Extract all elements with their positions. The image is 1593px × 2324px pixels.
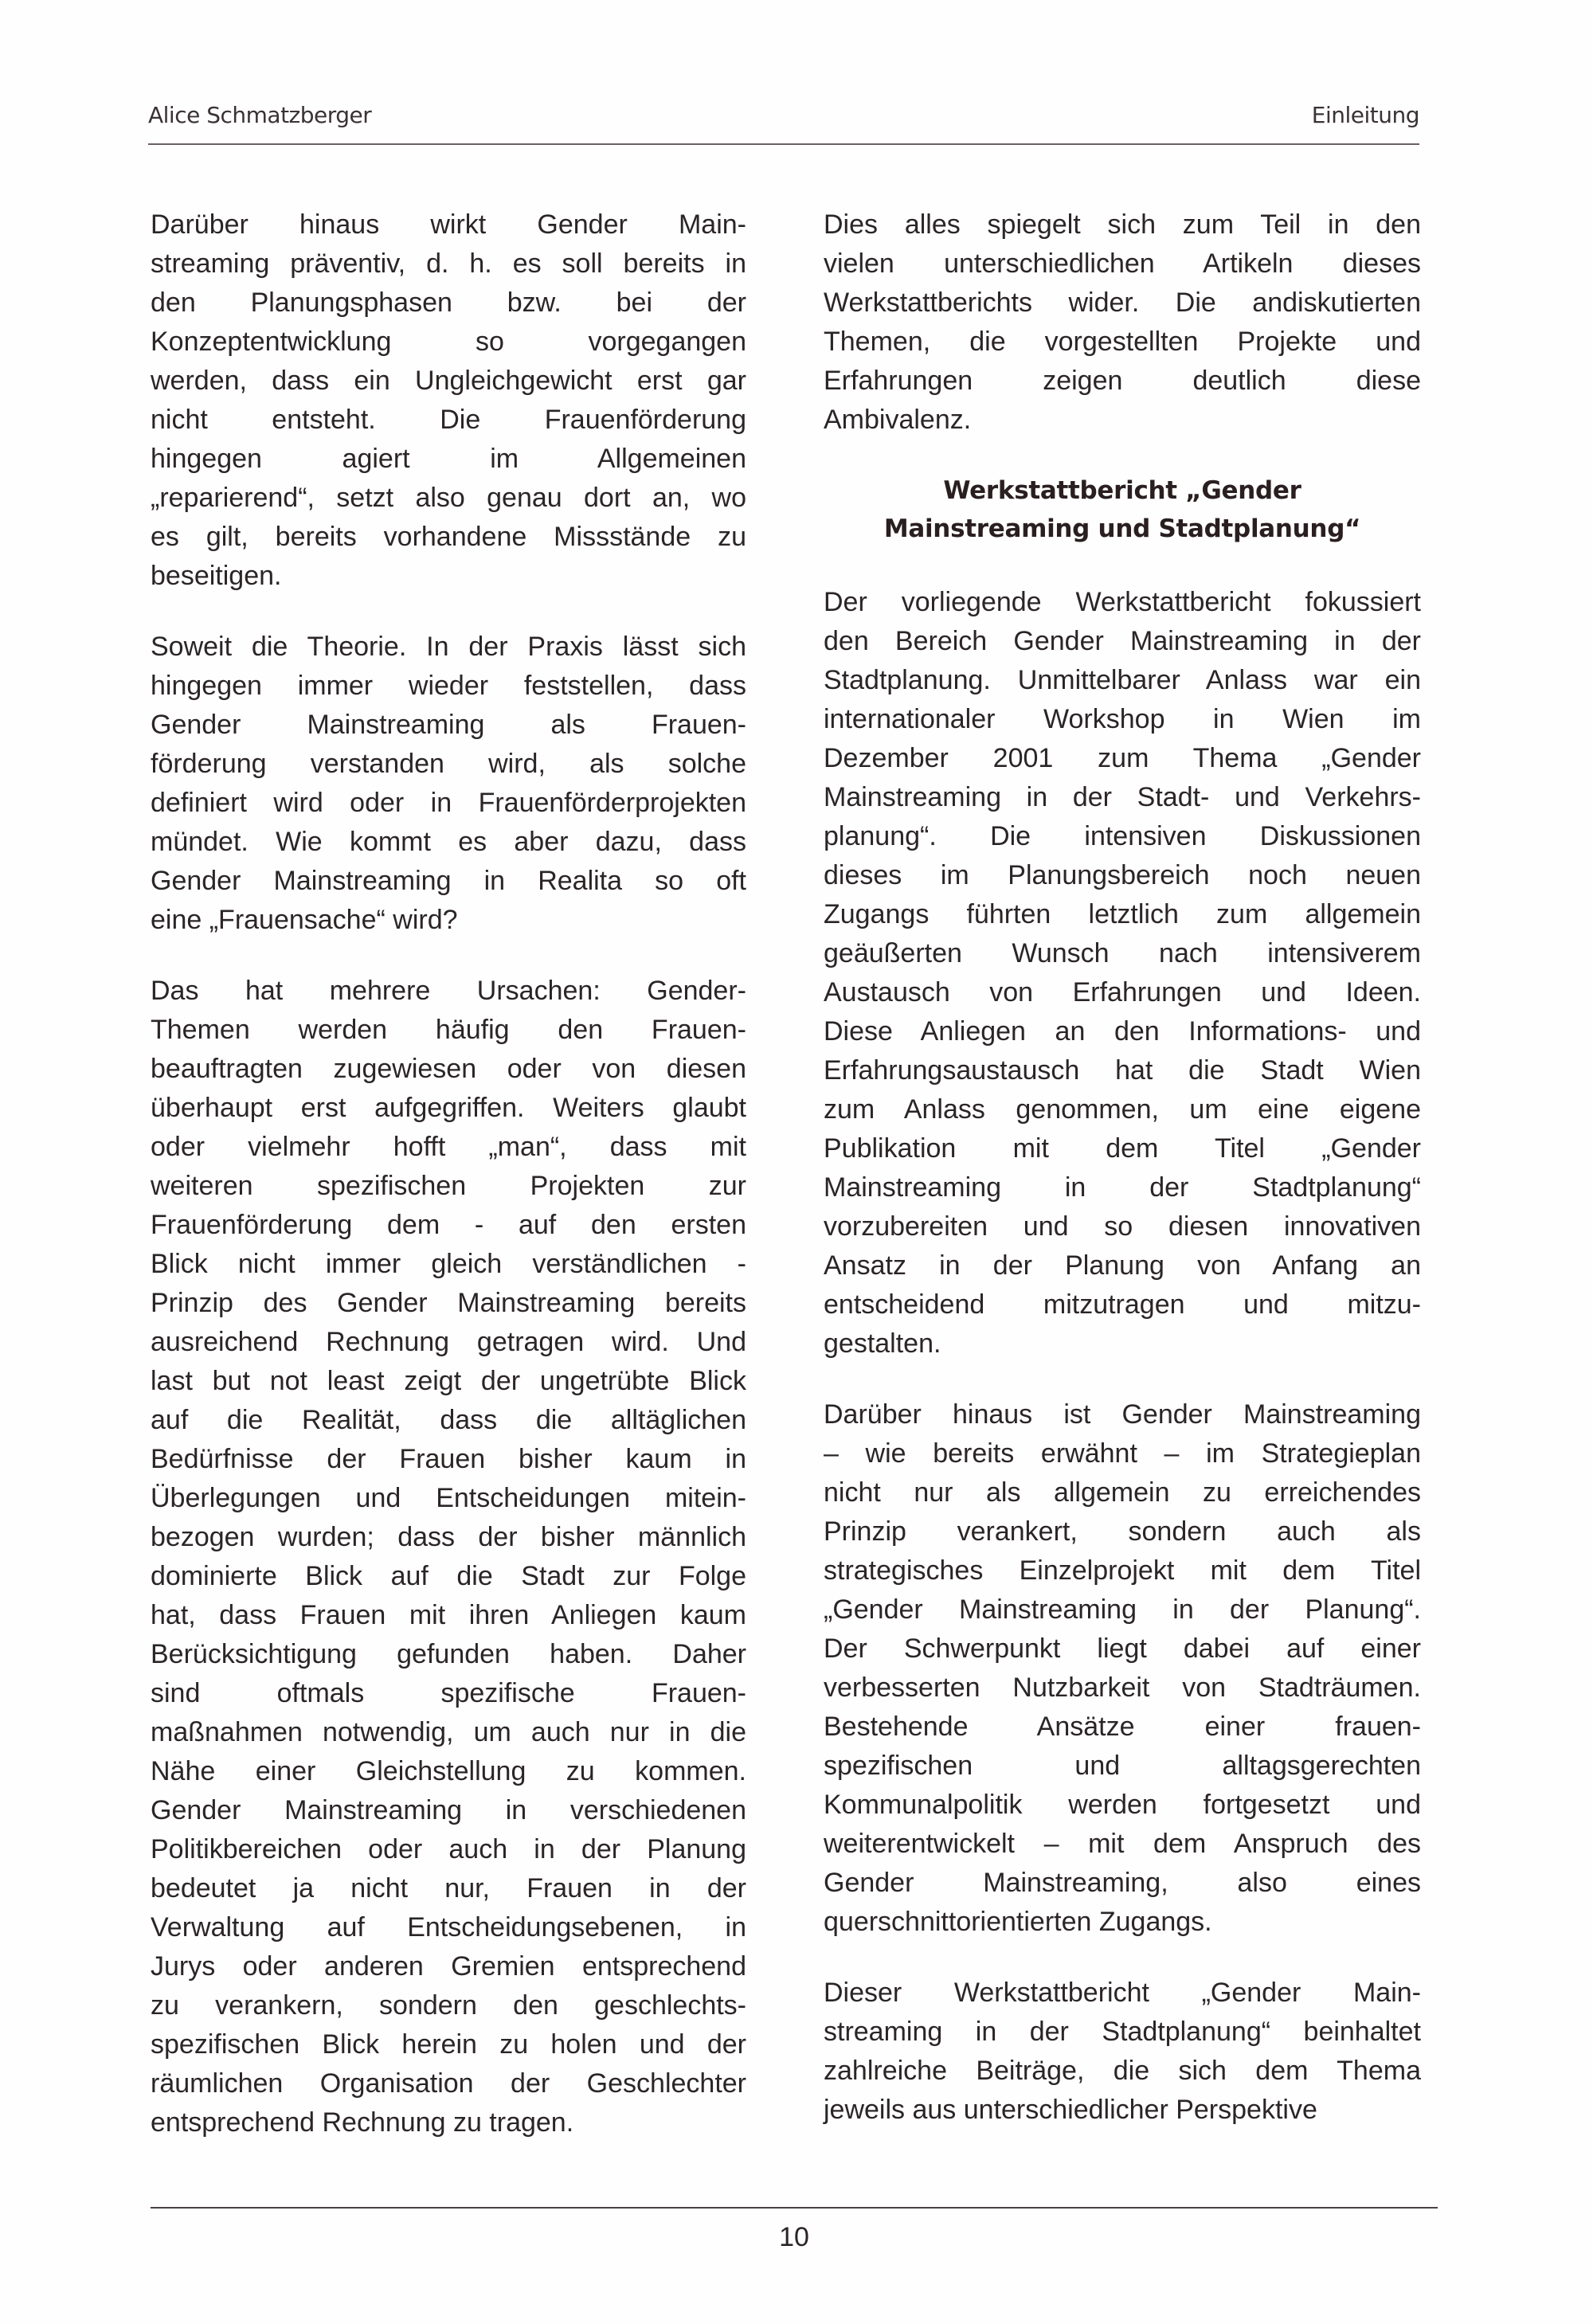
text-line: maßnahmen notwendig, um auch nur in die xyxy=(151,1717,746,1747)
left-column xyxy=(151,205,746,2174)
text-line: sind oftmals spezifische Frauen- xyxy=(151,1678,746,1708)
text-line: beauftragten zugewiesen oder von diesen xyxy=(151,1054,746,1084)
text-line: planung“. Die intensiven Diskussionen xyxy=(824,821,1421,851)
text-line: vorzubereiten und so diesen innovativen xyxy=(824,1211,1421,1242)
header-rule xyxy=(148,143,1419,145)
text-line: Darüber hinaus wirkt Gender Main- xyxy=(151,209,746,240)
text-line: Jurys oder anderen Gremien entsprechend xyxy=(151,1951,746,1982)
text-line: räumlichen Organisation der Geschlechter xyxy=(151,2068,746,2099)
text-line: weiterentwickelt – mit dem Anspruch des xyxy=(824,1829,1421,1859)
text-line: Prinzip des Gender Mainstreaming bereits xyxy=(151,1288,746,1318)
text-line: förderung verstanden wird, als solche xyxy=(151,749,746,779)
text-line: entsprechend Rechnung zu tragen. xyxy=(151,2107,574,2138)
text-line: es gilt, bereits vorhandene Missstände zu xyxy=(151,522,746,552)
text-line: Bedürfnisse der Frauen bisher kaum in xyxy=(151,1444,746,1474)
text-line: nicht nur als allgemein zu erreichendes xyxy=(824,1477,1421,1508)
text-line: spezifischen und alltagsgerechten xyxy=(824,1751,1421,1781)
text-line: vielen unterschiedlichen Artikeln dieses xyxy=(824,248,1421,279)
section-heading-line: Mainstreaming und Stadtplanung“ xyxy=(883,514,1361,543)
text-line: Mainstreaming in der Stadtplanung“ xyxy=(824,1172,1421,1203)
text-line: Politikbereichen oder auch in der Planung xyxy=(151,1834,746,1864)
text-line: „Gender Mainstreaming in der Planung“. xyxy=(824,1594,1421,1625)
text-line: Gender Mainstreaming, also eines xyxy=(824,1868,1421,1898)
text-line: spezifischen Blick herein zu holen und der xyxy=(151,2029,746,2060)
text-line: Kommunalpolitik werden fortgesetzt und xyxy=(824,1790,1421,1820)
text-line: „reparierend“, setzt also genau dort an, wo xyxy=(151,483,746,513)
text-line: hat, dass Frauen mit ihren Anliegen kaum xyxy=(151,1600,746,1630)
text-line: weiteren spezifischen Projekten zur xyxy=(151,1171,746,1201)
text-line: Darüber hinaus ist Gender Mainstreaming xyxy=(824,1399,1421,1430)
text-line: Mainstreaming in der Stadt- und Verkehrs- xyxy=(824,782,1421,812)
text-line: Blick nicht immer gleich verständlichen - xyxy=(151,1249,746,1279)
text-line: auf die Realität, dass die alltäglichen xyxy=(151,1405,746,1435)
paragraph xyxy=(151,205,746,596)
text-line: internationaler Workshop in Wien im xyxy=(824,704,1421,734)
text-line: Verwaltung auf Entscheidungsebenen, in xyxy=(151,1912,746,1943)
running-head-author: Alice Schmatzberger xyxy=(148,102,372,128)
text-line: Dies alles spiegelt sich zum Teil in den xyxy=(824,209,1421,240)
paragraph xyxy=(824,1974,1421,2130)
running-head-section: Einleitung xyxy=(1311,102,1419,128)
text-line: Soweit die Theorie. In der Praxis lässt sich xyxy=(151,632,746,662)
text-line: bedeutet ja nicht nur, Frauen in der xyxy=(151,1873,746,1903)
text-line: last but not least zeigt der ungetrübte Blick xyxy=(151,1366,746,1396)
text-line: Gender Mainstreaming als Frauen- xyxy=(151,710,746,740)
text-line: jeweils aus unterschiedlicher Perspektive xyxy=(824,2095,1317,2125)
text-line: Dieser Werkstattbericht „Gender Main- xyxy=(824,1978,1421,2008)
text-line: Prinzip verankert, sondern auch als xyxy=(824,1516,1421,1547)
paragraph xyxy=(824,1395,1421,1942)
text-line: Bestehende Ansätze einer frauen- xyxy=(824,1712,1421,1742)
text-line: – wie bereits erwähnt – im Strategieplan xyxy=(824,1438,1421,1469)
text-line: Austausch von Erfahrungen und Ideen. xyxy=(824,977,1421,1007)
footer-rule xyxy=(151,2207,1438,2209)
text-line: streaming in der Stadtplanung“ beinhaltet xyxy=(824,2017,1421,2047)
text-line: den Bereich Gender Mainstreaming in der xyxy=(824,626,1421,656)
text-line: dieses im Planungsbereich noch neuen xyxy=(824,860,1421,890)
text-line: Nähe einer Gleichstellung zu kommen. xyxy=(151,1756,746,1786)
text-line: Frauenförderung dem - auf den ersten xyxy=(151,1210,746,1240)
text-line: Stadtplanung. Unmittelbarer Anlass war ein xyxy=(824,665,1421,695)
text-line: gestalten. xyxy=(824,1328,941,1359)
text-line: geäußerten Wunsch nach intensiverem xyxy=(824,938,1421,968)
text-line: verbesserten Nutzbarkeit von Stadträumen. xyxy=(824,1673,1421,1703)
text-line: Der Schwerpunkt liegt dabei auf einer xyxy=(824,1633,1421,1664)
text-line: Themen, die vorgestellten Projekte und xyxy=(824,327,1421,357)
text-line: Erfahrungen zeigen deutlich diese xyxy=(824,366,1421,396)
text-line: Ansatz in der Planung von Anfang an xyxy=(824,1250,1421,1281)
text-line: zu verankern, sondern den geschlechts- xyxy=(151,1990,746,2021)
text-line: streaming präventiv, d. h. es soll bereits in xyxy=(151,248,746,279)
text-line: mündet. Wie kommt es aber dazu, dass xyxy=(151,827,746,857)
right-column xyxy=(824,205,1421,2162)
text-line: hingegen immer wieder feststellen, dass xyxy=(151,671,746,701)
text-line: Konzeptentwicklung so vorgegangen xyxy=(151,327,746,357)
text-line: strategisches Einzelprojekt mit dem Titel xyxy=(824,1555,1421,1586)
text-line: Themen werden häufig den Frauen- xyxy=(151,1015,746,1045)
text-line: Das hat mehrere Ursachen: Gender- xyxy=(151,976,746,1006)
page-number: 10 xyxy=(779,2222,809,2252)
paragraph xyxy=(151,628,746,940)
paragraph xyxy=(824,205,1421,440)
paragraph xyxy=(151,972,746,2142)
text-line: Der vorliegende Werkstattbericht fokussiert xyxy=(824,587,1421,617)
text-line: querschnittorientierten Zugangs. xyxy=(824,1907,1212,1937)
text-line: zum Anlass genommen, um eine eigene xyxy=(824,1094,1421,1125)
text-line: Überlegungen und Entscheidungen mitein- xyxy=(151,1483,746,1513)
text-line: Werkstattberichts wider. Die andiskutierten xyxy=(824,288,1421,318)
text-line: Ambivalenz. xyxy=(824,405,972,435)
text-line: ausreichend Rechnung getragen wird. Und xyxy=(151,1327,746,1357)
section-heading xyxy=(824,471,1421,548)
text-line: Dezember 2001 zum Thema „Gender xyxy=(824,743,1421,773)
text-line: nicht entsteht. Die Frauenförderung xyxy=(151,405,746,435)
text-line: eine „Frauensache“ wird? xyxy=(151,905,458,935)
text-line: beseitigen. xyxy=(151,561,282,591)
text-line: den Planungsphasen bzw. bei der xyxy=(151,288,746,318)
text-line: Gender Mainstreaming in verschiedenen xyxy=(151,1795,746,1825)
text-line: hingegen agiert im Allgemeinen xyxy=(151,444,746,474)
text-line: dominierte Blick auf die Stadt zur Folge xyxy=(151,1561,746,1591)
text-line: Zugangs führten letztlich zum allgemein xyxy=(824,899,1421,929)
text-line: zahlreiche Beiträge, die sich dem Thema xyxy=(824,2056,1421,2086)
text-line: bezogen wurden; dass der bisher männlich xyxy=(151,1522,746,1552)
text-line: Erfahrungsaustausch hat die Stadt Wien xyxy=(824,1055,1421,1086)
text-line: Berücksichtigung gefunden haben. Daher xyxy=(151,1639,746,1669)
text-line: Gender Mainstreaming in Realita so oft xyxy=(151,866,746,896)
paragraph xyxy=(824,583,1421,1363)
text-line: oder vielmehr hofft „man“, dass mit xyxy=(151,1132,746,1162)
text-line: werden, dass ein Ungleichgewicht erst gar xyxy=(151,366,746,396)
text-line: entscheidend mitzutragen und mitzu- xyxy=(824,1289,1421,1320)
text-line: definiert wird oder in Frauenförderprojekten xyxy=(151,788,746,818)
text-line: Publikation mit dem Titel „Gender xyxy=(824,1133,1421,1164)
text-line: überhaupt erst aufgegriffen. Weiters glaubt xyxy=(151,1093,746,1123)
text-line: Diese Anliegen an den Informations- und xyxy=(824,1016,1421,1047)
section-heading-line: Werkstattbericht „Gender xyxy=(943,476,1301,505)
